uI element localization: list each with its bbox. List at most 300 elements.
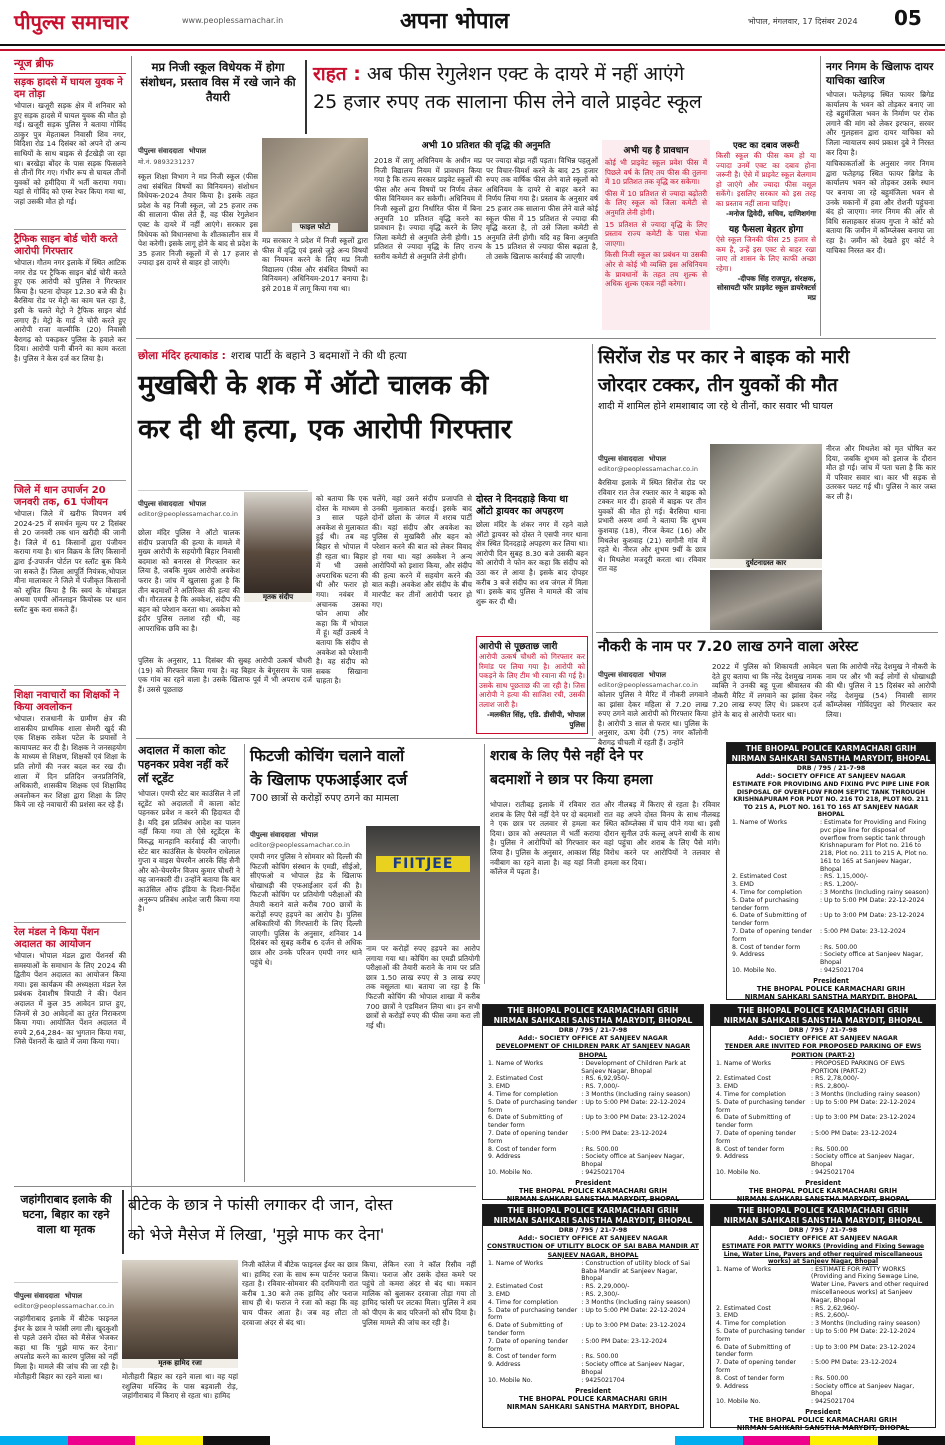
ad-table-row: [715, 1305, 931, 1313]
byline: पीपुल्स संवाददाता: [138, 147, 184, 155]
jahangirabad-side-head-text: जहांगीराबाद इलाके की घटना, बिहार का रहने वाला था मृतक: [20, 1193, 112, 1236]
date-line: भोपाल, मंगलवार, 17 दिसंबर 2024: [748, 17, 858, 26]
photo-caption: फाइल फोटो: [292, 223, 338, 232]
brief-head: ट्रैफिक साइन बोर्ड चोरी करते आरोपी गिरफ्तार: [14, 234, 118, 257]
ad-field-value: : 3 Months (Including rainy season): [581, 1091, 691, 1098]
email-link[interactable]: editor@peoplessamachar.co.in: [598, 465, 698, 473]
ad-president: [487, 1387, 699, 1411]
ad-field-value: : 3 Months (Including rainy season): [820, 889, 929, 897]
ad-table-row: [731, 944, 931, 952]
ad-field-label: 3. EMD: [716, 1312, 738, 1320]
ad-title: ESTIMATE FOR PATTY WORKS (Providing and Fixing Sewage Line, Water Line, Pavers and other required miscellaneous works) at Sanjeev Nagar, Bhopal: [721, 1243, 925, 1266]
ad-table-row: [715, 1398, 931, 1406]
ad-table-row: [487, 1338, 699, 1354]
fee-body-2: मप्र सरकार ने प्रदेश में निजी स्कूलों द्वारा फीस में वृद्धि एवं इससे जुड़े अन्य विषयों का नियमन करने के लिए मप्र निजी विद्यालय (फीस और संबंधित विषयों का विनियमन) अधिनियम-2017 बनाया है। इसे 2018 में लागू किया गया था।: [262, 236, 368, 293]
ad-field-label: 9. Address: [488, 1153, 521, 1161]
ad-field-value: : 3 Months (Including rainy season): [811, 1091, 921, 1098]
ad-field-value: : Development of Children Park at Sanjeev Nagar, Bhopal: [581, 1059, 687, 1075]
ad-field-value: : RS. 7,000/-: [581, 1083, 620, 1091]
chhola-kicker-text: शराब पार्टी के बहाने 3 बदमाशों ने की थी हत्या: [230, 350, 407, 362]
ad-field-value: : 5:00 PM Date: 23-12-2024: [811, 1359, 897, 1367]
ad-field-label: 1. Name of Works: [488, 1259, 543, 1267]
ad-table-row: [731, 951, 931, 967]
ad-field-label: 9. Address: [488, 1361, 521, 1369]
chhola-quote-box: [476, 636, 588, 734]
email-link[interactable]: editor@peoplessamachar.co.in: [250, 841, 350, 849]
ad-table-row: [731, 889, 931, 897]
ad-president-label: President: [805, 1178, 841, 1187]
ad-president: [715, 1179, 931, 1203]
fee-kicker: [138, 60, 298, 132]
ad-field-value: : 5:00 PM Date: 23-12-2024: [581, 1129, 668, 1137]
ad-field-value: : Society office at Sanjeev Nagar, Bhopal: [811, 1382, 915, 1398]
ad-field-label: 7. Date of opening tender form: [488, 1337, 568, 1353]
sironj-headline: [598, 344, 938, 438]
brief-head: सड़क हादसे में घायल युवक ने दम तोड़ा: [14, 77, 123, 100]
ad-field-value: : Up to 3:00 PM Date: 23-12-2024: [581, 1114, 686, 1122]
ad-org-line2: NIRMAN SAHKARI SANSTHA MARYDIT, BHOPAL: [723, 1015, 923, 1025]
fiitjee-headline-line2: के खिलाफ एफआईआर दर्ज: [250, 771, 408, 789]
ad-table-row: [715, 1359, 931, 1375]
ad-field-value: : 3 Months (Including rainy season): [581, 1298, 691, 1306]
ad-table-row: [715, 1091, 931, 1099]
sironj-body-2: नीरज और मिथलेश को मृत घोषित कर दिया, जबकि शुभम को इलाज के दौरान मौत हो गई। जांच में पता चला है कि कार में परिवार सवार था। कार भी सड़क से उतरकर पलट गई थी। पुलिस ने कार जब्त कर ली है।: [826, 444, 936, 501]
ad-table-row: [487, 1307, 699, 1323]
ad-field-value: : Up to 3:00 PM Date: 23-12-2024: [811, 1343, 916, 1351]
jahangirabad-body-3: निजी कॉलेज में बीटेक फाइनल ईयर का छात्र था। हामिद रजा के साथ रूम पार्टनर फराज रहता है। रविवार-सोमवार की दरमियानी रात करीब 1.30 बजे तक हामिद और फराज साथ ही थे। फराज ने रजा को कहा कि वह चाय पीकर आता है। जब वह लौटा तो दरवाजा अंदर से बंद था।: [242, 1260, 358, 1327]
quote1-author: -मनोज द्विवेदी, सचिव, दाणिशगंगा: [726, 208, 816, 218]
ad-field-value: : Rs. 500.00: [581, 1353, 619, 1361]
fiitjee-subhead: 700 छात्रों से करोड़ों रुपए ठगने का मामला: [250, 793, 399, 804]
ad-field-label: 9. Address: [732, 951, 765, 959]
quote2-text: ऐसे स्कूल जिनकी फीस 25 हजार से कम है, उन्हें इस एक्ट से बाहर रखा जाए तो शासन के लिए काफी अच्छा रहेगा।: [716, 235, 816, 273]
ad-president: [715, 1408, 931, 1432]
ad-field-label: 5. Date of purchasing tender form: [732, 896, 799, 912]
ad-field-value: : 9425021704: [811, 1168, 855, 1176]
ad-table-row: [715, 1344, 931, 1360]
byline-city: भोपाल: [648, 671, 667, 679]
ad-field-label: 1. Name of Works: [488, 1059, 543, 1067]
ad-field-label: 5. Date of purchasing tender form: [488, 1306, 578, 1322]
ad-drb: DRB / 795 / 21-7-98: [788, 1227, 858, 1234]
sironj-body-1: बैरसिया इलाके में स्थित सिरोंज रोड पर रविवार रात तेज रफ्तार कार ने बाइक को टक्कर मार दी। हादसे में बाइक पर तीन युवकों की मौत हो गई। बैरसिया थाना प्रभारी अरुण शर्मा ने बताया कि शुभम कुशवाह (18), नीरज केवट (16) और मिथलेश कुशवाह (21) सागौनी गांव में रहते थे। नीरज और शुभम 9वीं के छात्र थे। मिथलेश मजदूरी करता था। रविवार रात वह: [598, 478, 706, 574]
sharab-headline-line2: बदमाशों ने छात्र पर किया हमला: [490, 772, 653, 788]
ad-table-row: [715, 1146, 931, 1154]
ad-org-line1: THE BHOPAL POLICE KARMACHARI GRIH: [507, 1206, 679, 1215]
ad-field-value: : Society office at Sanjeev Nagar, Bhopal: [811, 1153, 915, 1169]
ad-table-row: [487, 1260, 699, 1283]
photo-caption: दुर्घटनाग्रस्त कार: [710, 559, 822, 568]
fiitjee-byline: [250, 822, 360, 848]
sironj-headline-line1: सिरोंज रोड पर कार ने बाइक को मारी: [598, 347, 850, 368]
ad-title: DEVELOPMENT OF CHILDREN PARK AT SANJEEV NAGAR BHOPAL: [495, 1043, 691, 1059]
ad-field-value: : Society office at Sanjeev Nagar, Bhopal: [581, 1361, 685, 1376]
nagar-nigam-story: [826, 60, 934, 336]
tender-ad-2: [482, 1004, 704, 1203]
ad-field-label: 10. Mobile No.: [716, 1168, 761, 1176]
ad-org: [483, 1205, 703, 1226]
victim-photo: [244, 492, 312, 602]
jahangirabad-body-4: किया, लेकिन रजा ने कॉल रिसीव नहीं किया। फराज और उसके दोस्त कमरे पर पहुंचे तो कमरा अंदर से बंद था। मकान मालिक को बुलाकर दरवाजा तोड़ा गया तो हामिद फांसी पर लटका मिला। पुलिस ने शव को पीएम के बाद परिजनों को सौंप दिया है। पुलिस मामले की जांच कर रही है।: [362, 1260, 476, 1327]
ad-table-row: [487, 1153, 699, 1169]
ad-field-label: 7. Date of opening tender form: [716, 1129, 796, 1145]
ad-field-value: : RS. 1,15,000/-: [820, 873, 869, 881]
ad-field-value: : Society office at Sanjeev Nagar, Bhopal: [820, 951, 924, 967]
ad-president: [487, 1179, 699, 1203]
website[interactable]: www.peoplessamachar.in: [182, 16, 284, 25]
jahangirabad-headline-line2: को भेजे मैसेज में लिखा, 'मुझे माफ कर देना': [128, 1225, 385, 1244]
ad-field-value: : Rs. 500.00: [811, 1374, 849, 1382]
naukri-headline: [598, 636, 938, 660]
ad-field-value: : RS. 2,62,960/-: [811, 1304, 860, 1312]
chhola-body-1: छोला मंदिर पुलिस ने ऑटो चालक संदीप प्रजापति की हत्या के मामले में मुख्य आरोपी के सहयोगी बिहार निवासी बदमाश को बनारस से गिरफ्तार कर लिया है, जबकि मुख्य आरोपी अवकेश फरार है। जांच में खुलासा हुआ है कि तीन बदमाशों ने अतिरिक्त की हत्या की थी। गौरतलब है कि अवकेश, संदीप की बहन को परेशान करता था। अवकेश को इंदौर पुलिस तलाश रही थी, वह आपराधिक छवि का है।: [138, 528, 240, 633]
sharab-body-1: भोपाल। रातीबड़ इलाके में रविवार रात शराब के लिए पैसे नहीं देने पर दो बदमाशों ने एक छात्र पर तलवार से हमला कर दिया। छात्र को अस्पताल में भर्ती कराया है। पुलिस ने आरोपियों को गिरफ्तार कर लिया है। पुलिस के अनुसार, आकाश सिंह नवीबाग का रहने वाला है। वह यहां निजी कॉलेज में पढ़ता है।: [490, 800, 600, 877]
fee-byline: [138, 138, 258, 166]
chhola-box-body: आरोपी उत्कर्ष चौधरी को गिरफ्तार कर रिमांड पर लिया गया है। आरोपी को पकड़ने के लिए टीम भी रवाना की गई है। उसके साथ पूछताछ की जा रही है। जिस आरोपी ने हत्या की साजिश रची, उसकी तलाश जारी है।: [479, 652, 585, 709]
chhola-kicker: [138, 344, 590, 362]
ad-field-value: : Estimate for Providing and Fixing pvc pipe line for disposal of overflow from septic tank through Krishnapuram for Plot no. 216 to 218, Plot no. 211 to 215 A, Plot no. 161 to 165 at Sanjeev Nagar, Bhopal: [820, 818, 928, 873]
ad-field-label: 1. Name of Works: [716, 1265, 771, 1273]
fee-subhead-text: अभी 10 प्रतिशत की वृद्धि की अनुमति: [421, 141, 551, 151]
ad-table-row: [487, 1099, 699, 1115]
ad-president-label: President: [813, 976, 849, 985]
ad-table-row: [715, 1266, 931, 1305]
ad-president-line1: THE BHOPAL POLICE KARMACHARI GRIH: [518, 1394, 668, 1403]
ad-field-value: : RS. 1,200/-: [820, 881, 859, 889]
ad-field-value: : 9425021704: [820, 967, 864, 975]
ad-table-row: [715, 1169, 931, 1177]
ad-table: [715, 1060, 931, 1177]
ad-president-line2: NIRMAN SAHKARI SANSTHA MARYDIT, BHOPAL: [506, 1402, 680, 1411]
brief-item-4: [14, 690, 126, 918]
ad-table-row: [487, 1291, 699, 1299]
fiitjee-body-2: नाम पर करोड़ों रुपए हड़पने का आरोप लगाया गया था। कोचिंग का एमडी प्रतियोगी परीक्षाओं की तैयारी कराने के नाम पर प्रति छात्र 1.50 लाख रुपए से 3 लाख रुपए तक वसूलता था। बताया जा रहा है कि फिटजी कोचिंग की भोपाल शाखा में करीब 700 छात्रों ने एडमिशन लिया था। इन सभी छात्रों से करोड़ों रुपए की फीस जमा करा ली गई थी।: [366, 944, 480, 1030]
fee-headline-prefix: राहत :: [313, 63, 361, 85]
accident-bike-photo: [710, 570, 822, 630]
ad-field-label: 3. EMD: [488, 1083, 510, 1091]
ad-address: Add:- SOCIETY OFFICE AT SANJEEV NAGAR: [748, 1035, 898, 1043]
ad-field-label: 8. Cost of tender form: [732, 943, 801, 951]
ad-table-row: [715, 1099, 931, 1115]
chhola-side-head: दोस्त ने दिनदहाड़े किया था ऑटो ड्रायवर का अपहरण: [476, 494, 568, 517]
email-link[interactable]: editor@peoplessamachar.co.in: [14, 1302, 114, 1310]
chhola-body-2: पुलिस के अनुसार, 11 दिसंबर की सुबह आरोपी उत्कर्ष चौधरी (19) को गिरफ्तार किया गया है। वह बिहार के बेगूसराय के पास एक गांव का रहने वाला है। उसके खिलाफ पूर्व में भी अपराध दर्ज हैं। उससे पूछताछ: [138, 656, 312, 694]
ad-drb: DRB / 795 / 21-7-98: [558, 1027, 628, 1034]
ad-table-row: [715, 1383, 931, 1399]
ad-field-label: 8. Cost of tender form: [716, 1374, 785, 1382]
ad-field-value: : Up to 5:00 PM Date: 22-12-2024: [811, 1098, 916, 1106]
brief-item-3: [14, 485, 126, 681]
naukri-body-2: 2022 में पुलिस को शिकायती आवेदन देते हुए बताया था कि नरेंद्र देशमुख नामक व्यक्ति ने उनकी बहू पूजा श्रीवास्तव की नौकरी मैरिट में लगवाने का झांसा देकर 7.20 लाख रुपए लिए थे। प्रकरण दर्ज होने के बाद से आरोपी फरार था।: [712, 662, 822, 719]
ad-drb: DRB / 795 / 21-7-98: [788, 1027, 858, 1034]
chhola-body-4: चलेंगे, वहां उसने संदीप प्रजापति से उनकी मुलाकात कराई। इसके बाद दोनों छोला के जंगल में शराब पार्टी की। यहां संदीप और अवकेश का पुलिस से मुखबिरी और बहन को परेशान करने की बात को लेकर विवाद हो गया था। यहां अवकेश ने अन्य आरोपियों को इशारा किया, और संदीप की हत्या करने में सहयोग करने की बात कही। अवकेश और संदीप के बीच मारपीट कर तीनों आरोपी फरार हो गए।: [372, 494, 472, 609]
ad-table-row: [731, 873, 931, 881]
brief-body: भोपाल। खजूरी सड़क क्षेत्र में शनिवार को हुए सड़क हादसे में घायल युवक की मौत हो गई। खजूरी सड़क पुलिस ने बताया गोविंद ठाकुर पुत्र मेहताबल निवासी शिव नगर, विदिशा रोड 14 दिसंबर को अपने दो अन्य साथियों के साथ बाइक से ईंटखेड़ी जा रहा था। बरखेड़ा बोंदर के पास सड़क फिसलने से तीनों गिर गए। गंभीर रूप से घायल तीनों युवकों को हमीदिया में भर्ती कराया गया। यहां से गोविंद को एम्स रेफर किया गया था, जहां उसकी मौत हो गई।: [14, 101, 126, 206]
jahangirabad-body-1: जहांगीराबाद इलाके में बीटेक फाइनल ईयर के छात्र ने फांसी लगा ली। खुदकुशी से पहले उसने दोस्त को मैसेज भेजकर कहा था कि 'मुझे माफ कर देना।' अपलोड करने का कारण पुलिस को नहीं मिला है। मामले की जांच की जा रही है। मोतीहारी बिहार का रहने वाला था।: [14, 1314, 118, 1381]
quote-box: [716, 140, 816, 330]
fiitjee-headline: [250, 744, 482, 820]
adalat-body: भोपाल। एमपी स्टेट बार काउंसिल ने लॉ स्टूडेंट को अदालतों में काला कोट पहनकर प्रवेश न करने की हिदायत दी है। यदि इस प्रतिबंध आदेश का पालन नहीं किया गया तो ऐसे स्टूडेंट्स के विरुद्ध मानहानि कार्रवाई की जाएगी। स्टेट बार काउंसिल के चेयरमैन राधेलाल गुप्ता व वाइस चेयरमैन आरके सिंह सैनी और को-चेयरमैन विजय कुमार चौधरी ने यह जानकारी दी। उन्होंने बताया कि बार काउंसिल ऑफ इंडिया के दिशा-निर्देश अनुरूप प्रतिबंध आदेश जारी किया गया है।: [138, 789, 240, 914]
ad-table-row: [731, 912, 931, 928]
ad-field-value: : Rs. 500.00: [581, 1145, 619, 1153]
ad-org-line2: NIRMAN SAHKARI SANSTHA MARYDIT, BHOPAL: [493, 1215, 693, 1225]
chhola-body-3: को बताया कि एक दोस्त के माध्यम से 3 साल पहले अवकेश से मुलाकात हुई थी। तब वह बिहार से भोपाल में ही रहता था। बिहार में भी उससे अपराधिक घटना की थी और फरार हो गया। नवंबर में अचानक उसका फोन आया और कहा कि मैं भोपाल में हूं। यहीं उत्कर्ष ने बताया कि संदीप से अवकेश को परेशानी है। वह संदीप को सबक सिखाना चाहता है।: [316, 494, 368, 686]
jahangirabad-headline-line1: बीटेक के छात्र ने फांसी लगाकर दी जान, दोस्त: [128, 1195, 393, 1214]
ad-field-label: 2. Estimated Cost: [732, 873, 787, 881]
ad-field-label: 3. EMD: [732, 881, 754, 889]
photo-caption: मृतक हामिद रजा: [122, 1359, 238, 1368]
ad-table: [487, 1060, 699, 1177]
tender-ad-5: [710, 1204, 936, 1432]
ad-field-value: : Up to 5:00 PM Date: 22-12-2024: [811, 1328, 916, 1335]
ad-table-row: [487, 1283, 699, 1291]
fee-subhead: [374, 138, 598, 154]
ad-table-row: [487, 1299, 699, 1307]
photo-caption: मृतक संदीप: [244, 593, 312, 602]
ad-table-row: [715, 1320, 931, 1328]
ad-org-line1: THE BHOPAL POLICE KARMACHARI GRIH: [507, 1006, 679, 1015]
provision-item: फीस में 10 प्रतिशत से ज्यादा बढ़ोतरी के लिए स्कूल को जिला कमेटी से अनुमति लेनी होगी।: [605, 188, 707, 217]
ad-table-row: [487, 1146, 699, 1154]
ad-field-label: 10. Mobile No.: [732, 967, 777, 975]
ad-table-row: [731, 897, 931, 913]
brief-item-2: [14, 234, 126, 476]
brief-item-5: [14, 927, 126, 1181]
chhola-box-head: आरोपी से पूछताछ जारी: [479, 642, 558, 652]
brief-body: भोपाल। गौतम नगर इलाके में स्थित आटिक नगर रोड पर ट्रैफिक साइन बोर्ड चोरी करते हुए एक आरोपी को पुलिस ने गिरफ्तार किया है। घटना दोपहर 12.30 बजे की है। बैरसिया रोड पर मेट्रो का काम चल रहा है, इसी के चलते मेट्रो ने ट्रैफिक साइन बोर्ड लगाए हैं। मेट्रो के गार्ड ने चोरी करते हुए आरोपी राजा वाल्मीकि (20) निवासी बैरागढ़ को पकड़कर पुलिस के हवाले कर दिया। आरोपी पानी बीनने का काम करता है। पुलिस ने केस दर्ज कर लिया है।: [14, 258, 126, 363]
byline: पीपुल्स संवाददाता: [250, 831, 296, 839]
ad-field-value: : Society office at Sanjeev Nagar, Bhopal: [581, 1153, 685, 1169]
fee-body-1: स्कूल शिक्षा विभाग ने मप्र निजी स्कूल (फीस तथा संबंधित विषयों का विनियमन) संशोधन विधेयक-2024 तैयार किया है। इसके तहत प्रदेश के वह निजी स्कूल, जो 25 हजार तक की सालाना फीस लेते हैं, वह फीस रेगुलेशन एक्ट के दायरे में नहीं आएंगे। सरकार इस विधेयक को विधानसभा के शीतकालीन सत्र में पेश करेगी। इसके लागू होने के बाद से प्रदेश के 35 हजार निजी स्कूलों में से 17 हजार से ज्यादा इस दायरे से बाहर हो जाएंगे।: [138, 172, 258, 268]
fee-kicker-text: मप्र निजी स्कूल विधेयक में होगा संशोधन, प्रस्ताव विस में रखे जाने की तैयारी: [140, 60, 296, 104]
jahangirabad-side-head: [14, 1192, 118, 1278]
chhola-side-body: छोला मंदिर के शंकर नगर में रहने वाले ऑटो ड्रायवर को दोस्त ने एसपी नगर थाना क्षेत्र स्थित दिनदहाड़े अपहरण कर लिया था। आरोपी दिन सुबह 8.30 बजे उसकी बहन को आरोपी ने फोन कर कहा कि संदीप को उठा कर ले आया है। इसके बाद दोपहर करीब 3 बजे संदीप का शव जंगल में मिला था। इसके बाद पुलिस ने मामले की जांच शुरू कर दी थी।: [476, 520, 588, 606]
ad-org-line1: THE BHOPAL POLICE KARMACHARI GRIH: [737, 1006, 909, 1015]
byline-city: भोपाल: [300, 831, 319, 839]
ad-president-line1: THE BHOPAL POLICE KARMACHARI GRIH: [748, 1415, 898, 1424]
ad-field-value: : Rs. 500.00: [811, 1145, 849, 1153]
ad-field-label: 9. Address: [716, 1153, 749, 1161]
brief-head: जिले में धान उपार्जन 20 जनवरी तक, 61 पंजीयन: [14, 485, 108, 508]
fee-body-4: पर ज्यादा बोझ नहीं पड़ता। विभिन्न पहलुओं पर विचार-विमर्श करने के बाद 25 हजार रुपए तक वार्षिक फीस लेने वाले स्कूलों को अधिनियम के दायरे से बाहर करने का निर्णय लिया गया है। प्रस्ताव के अनुसार वर्ष 25 हजार तक सालाना फीस लेने वाले कोई स्कूल फीस में 15 प्रतिशत से ज्यादा की वृद्धि करता है, तो उसे जिला कमेटी से अनुमति लेनी होगी। यदि वह बिना अनुमति के 15 प्रतिशत से ज्यादा फीस बढ़ाता है, तो उसके खिलाफ कार्रवाई की जाएगी।: [486, 156, 598, 261]
ad-field-label: 9. Address: [716, 1382, 749, 1390]
ad-field-label: 6. Date of Submitting of tender form: [488, 1114, 563, 1130]
fiitjee-building-photo: [366, 826, 480, 940]
ad-table-row: [731, 967, 931, 975]
brief-head: शिक्षा नवाचारों का शिक्षकों ने किया अवलोकन: [14, 690, 120, 713]
byline: पीपुल्स संवाददाता: [598, 455, 644, 463]
ad-title: TENDER ARE INVITED FOR PROPOSED PARKING OF EWS PORTION (PART-2): [724, 1043, 922, 1059]
ad-field-value: : Up to 5:00 PM Date: 22-12-2024: [820, 896, 925, 904]
ad-president-line2: NIRMAN SAHKARI SANSTHA MARYDIT, BHOPAL: [736, 1423, 910, 1432]
ad-field-label: 4. Time for completion: [732, 889, 802, 897]
ad-org: [711, 1205, 935, 1226]
sironj-byline: [598, 446, 710, 474]
ad-field-value: : 9425021704: [581, 1376, 625, 1384]
chhola-side-story: [476, 494, 588, 634]
ad-drb: DRB / 795 / 21-7-98: [796, 765, 866, 772]
ad-table-row: [715, 1083, 931, 1091]
nagar-nigam-body-1: भोपाल। फतेहगढ़ स्थित फायर ब्रिगेड कार्यालय के भवन को तोड़कर बनाए जा रहे बहुमंजिला भवन के निर्माण पर रोक लगाने की मांग को लेकर इरफान, सरवर और गुलहसन द्वारा दायर याचिका को जिला न्यायालय स्वयं प्रकाश दुबे ने निरस्त कर दिया है।: [826, 90, 934, 157]
ad-president-line1: THE BHOPAL POLICE KARMACHARI GRIH: [756, 984, 906, 993]
ad-table-row: [731, 928, 931, 944]
ad-table-row: [487, 1075, 699, 1083]
naukri-byline: [598, 662, 708, 688]
ad-president-line1: THE BHOPAL POLICE KARMACHARI GRIH: [748, 1186, 898, 1195]
brief-head: रेल मंडल ने किया पेंशन अदालत का आयोजन: [14, 927, 100, 950]
ad-president-line2: NIRMAN SAHKARI SANSTHA MARYDIT, BHOPAL: [736, 1194, 910, 1203]
ad-field-value: : Rs. 500.00: [820, 943, 858, 951]
ad-title: ESTIMATE FOR PROVIDING AND FIXING PVC PIPE LINE FOR DISPOSAL OF OVERFLOW FROM SEPTIC TANK THROUGH KRISHNAPURAM FOR PLOT NO. 216 TO 218, PLOT NO. 211 TO 215 A, PLOT NO. 161 TO 165 AT SANJEEV NAGAR BHOPAL: [732, 781, 930, 819]
tender-ad-4: [482, 1204, 704, 1428]
ad-address: Add:- SOCIETY OFFICE AT SANJEEV NAGAR: [518, 1235, 668, 1243]
ad-field-value: : 9425021704: [581, 1168, 625, 1176]
chhola-headline-line1: मुखबिरी के शक में ऑटो चालक की: [138, 370, 489, 401]
ad-field-label: 2. Estimated Cost: [716, 1075, 771, 1083]
section-title: अपना भोपाल: [400, 9, 510, 34]
ad-field-label: 10. Mobile No.: [488, 1376, 533, 1384]
jahangirabad-headline: [122, 1190, 478, 1254]
ad-president-label: President: [575, 1386, 611, 1395]
ad-org: [727, 743, 935, 764]
ad-drb: DRB / 795 / 21-7-98: [558, 1227, 628, 1234]
ad-field-label: 2. Estimated Cost: [488, 1283, 543, 1291]
ad-table-row: [715, 1153, 931, 1169]
ad-field-label: 2. Estimated Cost: [716, 1304, 771, 1312]
ad-table-row: [715, 1130, 931, 1146]
ad-president-line2: NIRMAN SAHKARI SANSTHA MARYDIT, BHOPAL: [506, 1194, 680, 1203]
sharab-body-2: और नीलबड़ में किराए से रहता है। रविवार रात वह अपने दोस्त विनय के साथ नीलबड़ स्थित कॉम्प्लेक्स में चाय पीने गया था। इसी दौरान सुनील उर्फ कल्लू अपने साथी के साथ वहां पहुंचा और शराब के लिए पैसे मांगे। विरोध करने पर आरोपियों ने तलवार से हमला कर दिया।: [604, 800, 720, 867]
ad-org-line1: THE BHOPAL POLICE KARMACHARI GRIH: [737, 1206, 909, 1215]
quote1-text: किसी स्कूल की फीस कम हो या ज्यादा उनमें एक्ट का दबाव होना जरूरी है। ऐसे में प्राइवेट स्कूल बेलगाम हो जाएंगे और ज्यादा फीस वसूल सकेंगे। इसलिए सरकार को इस तरह का प्रस्ताव नहीं लाना चाहिए।: [716, 151, 816, 208]
chhola-headline-line2: कर दी थी हत्या, एक आरोपी गिरफ्तार: [138, 414, 512, 445]
nagar-nigam-head: नगर निगम के खिलाफ दायर याचिका खारिज: [826, 61, 934, 87]
ad-table-row: [487, 1130, 699, 1146]
ad-president-line1: THE BHOPAL POLICE KARMACHARI GRIH: [518, 1186, 668, 1195]
byline: पीपुल्स संवाददाता: [138, 500, 184, 508]
ad-title: CONSTRUCTION OF UTILITY BLOCK OF SAI BABA MANDIR AT SANJEEV NAGAR, BHOPAL: [487, 1243, 699, 1259]
email-link[interactable]: editor@peoplessamachar.co.in: [138, 510, 238, 518]
sharab-headline-line1: शराब के लिए पैसे नहीं देने पर: [490, 748, 643, 764]
ad-president-label: President: [575, 1178, 611, 1187]
ad-table-row: [715, 1375, 931, 1383]
ad-field-value: : RS. 6,92,950/-: [581, 1075, 630, 1083]
classroom-photo: [262, 138, 368, 232]
byline: पीपुल्स संवाददाता: [14, 1292, 60, 1300]
ad-address: Add:- SOCIETY OFFICE AT SANJEEV NAGAR: [748, 1235, 898, 1243]
ad-table-row: [487, 1353, 699, 1361]
ad-field-label: 6. Date of Submitting of tender form: [488, 1322, 563, 1337]
ad-field-label: 5. Date of purchasing tender form: [488, 1098, 578, 1114]
ad-field-value: : RS. 2,600/-: [811, 1312, 850, 1320]
ad-table-row: [487, 1377, 699, 1385]
ad-field-value: : ESTIMATE FOR PATTY WORKS (Providing and Fixing Sewage Line, Water Line, Pavers and other required miscellaneous works) at Sanjeev Nagar, Bhopal: [811, 1265, 929, 1304]
ad-org: [711, 1005, 935, 1026]
brief-item-1: [14, 77, 126, 225]
ad-table: [731, 819, 931, 975]
ad-table-row: [715, 1114, 931, 1130]
chhola-box-author: -मलकीत सिंह, एडि. डीसीपी, भोपाल पुलिस: [486, 710, 585, 729]
ad-table-row: [487, 1083, 699, 1091]
ad-table-row: [487, 1060, 699, 1076]
brief-body: भोपाल। जिले में खरीफ विपणन वर्ष 2024-25 में समर्थन मूल्य पर 2 दिसंबर से 20 जनवरी तक धान खरीदी की जानी है। जिले में 61 किसानों द्वारा पंजीयन कराया गया है। धान विक्रय के लिए किसानों द्वारा ई-उपार्जन पोर्टल पर स्लॉट बुक किये जा सकते हैं। जिला आपूर्ति नियंत्रक,भोपाल मीना मालाकार ने जिले में पंजीकृत किसानों को सूचित किया है कि स्वयं के मोबाइल अथवा एमपी ऑनलाइन कियोस्क पर धान स्लॉट बुक करा सकते हैं।: [14, 509, 126, 614]
chhola-kicker-prefix: छोला मंदिर हत्याकांड :: [138, 350, 226, 362]
paper-name: पीपुल्स समाचार: [14, 10, 129, 34]
ad-field-label: 4. Time for completion: [716, 1091, 786, 1098]
provision-item: कोई भी प्राइवेट स्कूल प्रवेश फीस में पिछले वर्ष के लिए तय फीस की तुलना में 10 प्रतिशत तक वृद्धि कर सकेगा।: [605, 158, 707, 187]
student-photo: [122, 1260, 238, 1368]
email-link[interactable]: editor@peoplessamachar.co.in: [598, 681, 698, 689]
ad-field-label: 10. Mobile No.: [488, 1168, 533, 1176]
print-color-bar: [0, 1436, 945, 1445]
ad-field-label: 5. Date of purchasing tender form: [716, 1328, 806, 1343]
provision-box: [602, 140, 710, 330]
provision-item: 15 प्रतिशत से ज्यादा वृद्धि के लिए प्रस्ताव राज्य कमेटी के पास भेजा जाएगा।: [605, 219, 707, 248]
ad-field-label: 10. Mobile No.: [716, 1398, 761, 1406]
ad-org: [483, 1005, 703, 1026]
ad-field-label: 2. Estimated Cost: [488, 1075, 543, 1083]
fee-headline: [305, 60, 815, 134]
ad-org-line1: THE BHOPAL POLICE KARMACHARI GRIH: [745, 744, 917, 753]
ad-table: [715, 1266, 931, 1406]
ad-field-value: : Up to 3:00 PM Date: 23-12-2024: [811, 1114, 916, 1122]
page-number: 05: [894, 6, 922, 30]
ad-table-row: [487, 1091, 699, 1099]
tender-ad-1: [726, 742, 936, 1000]
ad-field-label: 4. Time for completion: [488, 1091, 558, 1098]
provision-box-title: अभी यह है प्रावधान: [623, 146, 689, 156]
ad-field-label: 1. Name of Works: [732, 818, 787, 826]
news-brief-column: [14, 56, 126, 1228]
ad-field-label: 8. Cost of tender form: [488, 1145, 557, 1153]
masthead: [0, 0, 945, 46]
tender-ad-3: [710, 1004, 936, 1203]
sharab-headline: [490, 744, 720, 796]
ad-field-label: 3. EMD: [488, 1291, 510, 1298]
byline-city: भोपाल: [648, 455, 667, 463]
accident-car-photo: [710, 444, 822, 568]
ad-address: Add:- SOCIETY OFFICE AT SANJEEV NAGAR: [756, 773, 906, 781]
ad-field-value: : RS. 2,78,000/-: [811, 1075, 860, 1083]
byline-city: भोपाल: [188, 500, 207, 508]
ad-field-label: 1. Name of Works: [716, 1059, 771, 1067]
ad-table-row: [487, 1169, 699, 1177]
jahangirabad-body-2: मोतीहारी बिहार का रहने वाला था। वह यहां रशुलिया मस्जिद के पास बड़वाली रोड़, जहांगीराबाद में किराए से रहता था। हामिद: [122, 1372, 238, 1401]
ad-field-label: 6. Date of Submitting of tender form: [716, 1343, 791, 1359]
ad-field-value: : 3 Months (Including rainy season): [811, 1320, 921, 1328]
ad-field-value: : PROPOSED PARKING OF EWS PORTION (PART-2): [811, 1059, 905, 1075]
ad-table-row: [487, 1361, 699, 1377]
ad-field-label: 4. Time for completion: [716, 1320, 786, 1328]
fiitjee-headline-line1: फिटजी कोचिंग चलाने वालों: [250, 747, 405, 765]
ad-field-value: : 5:00 PM Date: 23-12-2024: [811, 1129, 897, 1137]
byline-city: भोपाल: [188, 147, 207, 155]
ad-address: Add:- SOCIETY OFFICE AT SANJEEV NAGAR: [518, 1035, 668, 1043]
ad-field-value: : Up to 5:00 PM Date: 22-12-2024: [581, 1098, 686, 1106]
ad-field-label: 6. Date of Submitting of tender form: [716, 1114, 791, 1130]
chhola-headline: [138, 364, 590, 474]
ad-president: [731, 977, 931, 1001]
quote1-title: एक्ट का दबाव जरूरी: [732, 141, 800, 151]
ad-field-label: 8. Cost of tender form: [488, 1353, 557, 1361]
naukri-body-3: चला कि आरोपी नरेंद्र देशमुख ने नौकरी के नाम पर और भी कई लोगों से धोखाधड़ी की थी। पुलिस ने 15 दिसंबर को आरोपी नरेंद्र देशमुख (54) निवासी सागर कॉम्प्लेक्स गोविंदपुरा को गिरफ्तार कर लिया।: [826, 662, 936, 719]
ad-table-row: [715, 1312, 931, 1320]
ad-org-line2: NIRMAN SAHKARI SANSTHA MARYDIT, BHOPAL: [723, 1215, 923, 1225]
naukri-body-1: कोलार पुलिस ने मैरिट में नौकरी लगवाने का झांसा देकर महिला से 7.20 लाख रुपए ठगने वाले आरोपी को गिरफ्तार किया है। आरोपी 3 साल से फरार था। पुलिस के अनुसार, ऊषा देवी (75) नगर कॉलोनी बैरागढ़ चीचली में रहती हैं। उन्होंने: [598, 690, 708, 747]
ad-field-value: : Up to 5:00 PM Date: 22-12-2024: [581, 1306, 686, 1314]
quote2-title: यह फैसला बेहतर होगा: [728, 225, 804, 236]
provision-item: किसी निजी स्कूल का प्रबंधन या उसकी ओर से कोई भी व्यक्ति इस अधिनियम के प्रावधानों के तहत तय शुल्क से अधिक शुल्क एकत्र नहीं करेगा।: [605, 250, 707, 289]
